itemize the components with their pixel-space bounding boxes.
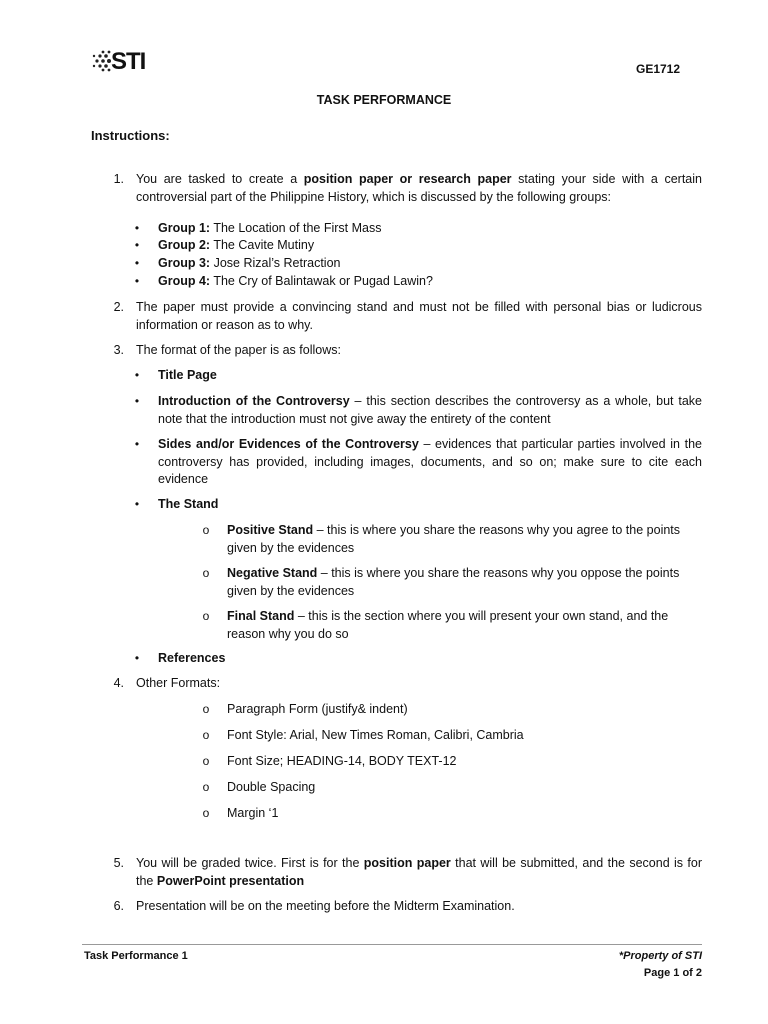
bullet: • [134, 437, 140, 451]
item-3-text: The format of the paper is as follows: [136, 343, 341, 357]
other-format-item: Font Style: Arial, New Times Roman, Calibri, Cambria [227, 728, 524, 742]
format-introduction: Introduction of the Controversy – this section describes the controversy as a whole, but take note that the introduction must not give away the entirety of the content [158, 394, 703, 426]
other-format-item: Paragraph Form (justify& indent) [227, 702, 408, 716]
circle-bullet: o [202, 609, 210, 623]
bullet: • [134, 368, 140, 382]
list-item: Group 1: The Location of the First Mass [158, 221, 382, 235]
sti-logo [91, 46, 151, 76]
bullet: • [134, 651, 140, 665]
bullet: • [134, 256, 140, 270]
stand-final: Final Stand – this is the section where you will present your own stand, and the reason why you do so [227, 609, 669, 641]
bullet: • [134, 274, 140, 288]
format-sides: Sides and/or Evidences of the Controversy – evidences that particular parties involved in the controversy has provided, including images, documents, and so on; make sure to cite each evidence [158, 437, 702, 486]
circle-bullet: o [202, 754, 210, 768]
format-title-page: Title Page [158, 368, 217, 382]
circle-bullet: o [202, 702, 210, 716]
stand-positive: Positive Stand – this is where you share the reasons why you agree to the points given by the evidences [227, 523, 681, 555]
list-item: Group 4: The Cry of Balintawak or Pugad Lawin? [158, 274, 433, 288]
bullet: • [134, 394, 140, 408]
item-number-6: 6. [113, 899, 124, 913]
item-number-4: 4. [113, 676, 124, 690]
item-2-text: The paper must provide a convincing stand and must not be filled with personal bias or ludicrous information or reason as to why. [136, 300, 702, 332]
item-1-text [136, 171, 702, 206]
item-1-post: stating your side with a certain controversial part of the Philippine History, which is discussed by the following groups: [136, 172, 702, 204]
format-stand: The Stand [158, 497, 219, 511]
other-format-item: Font Size; HEADING-14, BODY TEXT-12 [227, 754, 457, 768]
item-5-text: You will be graded twice. First is for the position paper that will be submitted, and the second is for the PowerPoint presentation [136, 856, 702, 888]
item-1-bold: position paper or research paper [303, 172, 512, 186]
document-code: GE1712 [636, 62, 681, 76]
list-item: Group 2: The Cavite Mutiny [158, 238, 315, 252]
item-1-pre: You are tasked to create a [136, 172, 304, 186]
circle-bullet: o [202, 566, 210, 580]
footer-page-number: Page 1 of 2 [643, 967, 702, 979]
bullet: • [134, 221, 140, 235]
format-references: References [158, 651, 226, 665]
circle-bullet: o [202, 728, 210, 742]
circle-bullet: o [202, 806, 210, 820]
item-6-text: Presentation will be on the meeting before the Midterm Examination. [136, 899, 515, 913]
bullet: • [134, 238, 140, 252]
list-item: Group 3: Jose Rizal’s Retraction [158, 256, 341, 270]
item-4-text: Other Formats: [136, 676, 221, 690]
stand-negative: Negative Stand – this is where you share the reasons why you oppose the points given by the evidences [227, 566, 680, 598]
item-number-5: 5. [113, 856, 124, 870]
footer-left-label: Task Performance 1 [84, 950, 188, 962]
logo-text: STI [111, 48, 146, 75]
other-format-item: Double Spacing [227, 780, 316, 794]
item-number-3: 3. [113, 343, 124, 357]
page-title: TASK PERFORMANCE [316, 93, 452, 107]
circle-bullet: o [202, 780, 210, 794]
bullet: • [134, 497, 140, 511]
footer-property: *Property of STI [618, 950, 702, 962]
item-number-2: 2. [113, 300, 124, 314]
item-number-1: 1. [113, 172, 124, 186]
instructions-heading: Instructions: [91, 128, 170, 143]
circle-bullet: o [202, 523, 210, 537]
footer-divider [82, 944, 702, 945]
other-format-item: Margin ‘1 [227, 806, 279, 820]
